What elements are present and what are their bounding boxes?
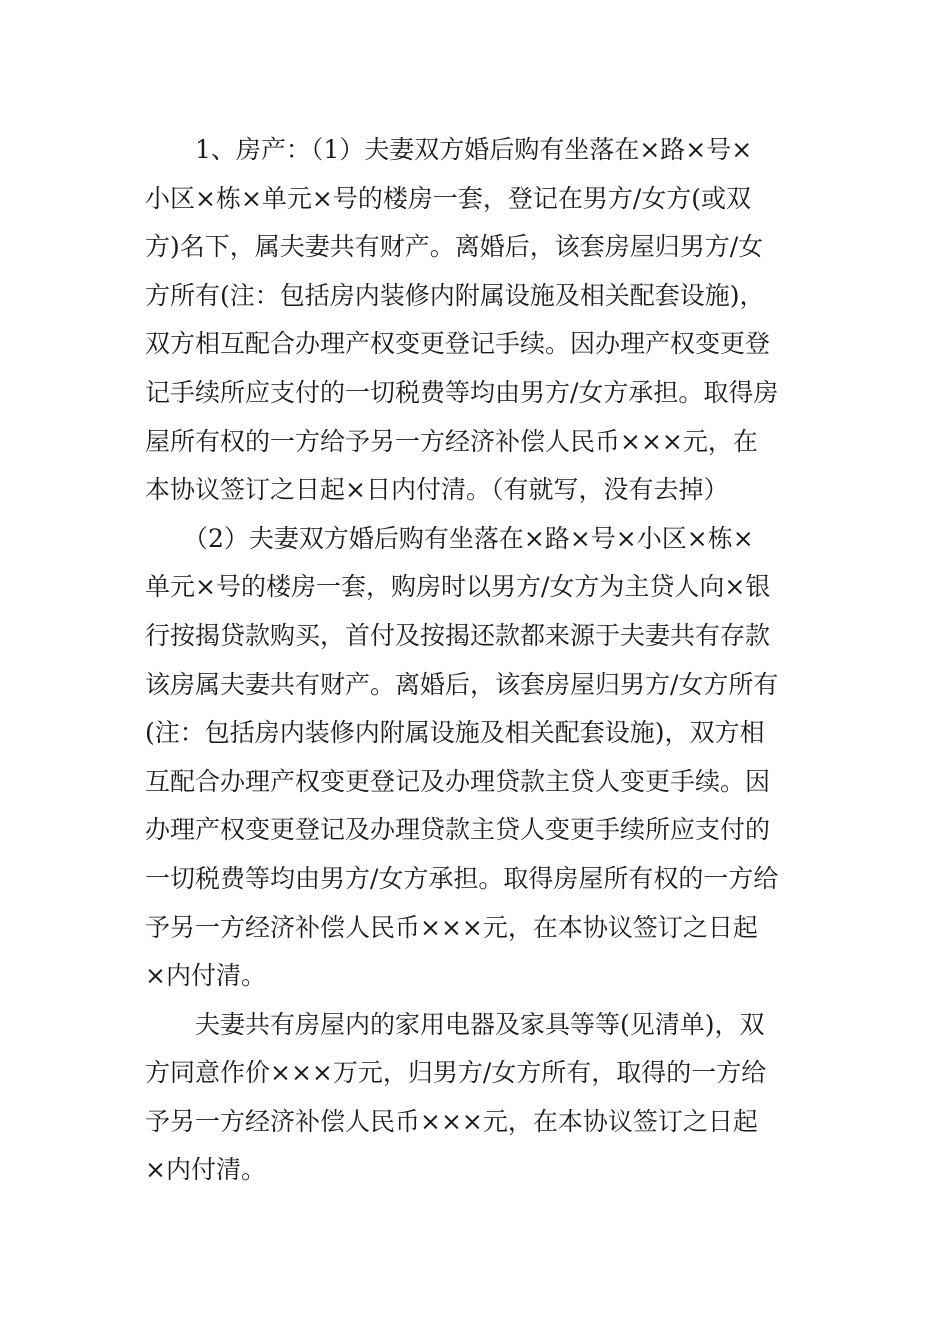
text-line: 一切税费等均由男方/女方承担。取得房屋所有权的一方给	[145, 863, 779, 893]
paragraph-household-appliances	[145, 1001, 811, 1195]
text-line: 方)名下，属夫妻共有财产。离婚后，该套房屋归男方/女	[145, 232, 764, 262]
text-line: 方同意作价×××万元，归男方/女方所有，取得的一方给	[145, 1058, 767, 1088]
text-line: 方所有(注：包括房内装修内附属设施及相关配套设施)，	[145, 280, 765, 310]
text-line: (注：包括房内装修内附属设施及相关配套设施)，双方相	[145, 718, 765, 748]
text-line: 小区×栋×单元×号的楼房一套，登记在男方/女方(或双	[145, 183, 752, 213]
text-line: 予另一方经济补偿人民币×××元，在本协议签订之日起	[145, 1106, 758, 1136]
text-line: 办理产权变更登记及办理贷款主贷人变更手续所应支付的	[145, 815, 771, 845]
text-line: 本协议签订之日起×日内付清。（有就写，没有去掉）	[145, 475, 729, 505]
document-body	[145, 126, 811, 1195]
text-line: 行按揭贷款购买，首付及按揭还款都来源于夫妻共有存款	[145, 620, 771, 650]
text-line: 双方相互配合办理产权变更登记手续。因办理产权变更登	[145, 329, 771, 359]
text-line: 单元×号的楼房一套，购房时以男方/女方为主贷人向×银	[145, 572, 771, 602]
paragraph-real-estate-item-1	[145, 126, 811, 515]
text-line: 予另一方经济补偿人民币×××元，在本协议签订之日起	[145, 912, 758, 942]
paragraph-real-estate-item-2	[145, 515, 811, 1001]
text-line: ×内付清。	[145, 1155, 266, 1185]
text-line: 屋所有权的一方给予另一方经济补偿人民币×××元，在	[145, 426, 758, 456]
text-line: 记手续所应支付的一切税费等均由男方/女方承担。取得房	[145, 377, 779, 407]
text-line: ×内付清。	[145, 961, 266, 991]
text-line: 夫妻共有房屋内的家用电器及家具等等(见清单)，双	[195, 1009, 765, 1039]
text-line: 1、房产：（1）夫妻双方婚后购有坐落在×路×号×	[195, 135, 753, 164]
text-line: 互配合办理产权变更登记及办理贷款主贷人变更手续。因	[145, 766, 771, 796]
text-line: （2）夫妻双方婚后购有坐落在×路×号×小区×栋×	[183, 523, 754, 553]
text-line: 该房属夫妻共有财产。离婚后，该套房屋归男方/女方所有	[145, 669, 779, 699]
